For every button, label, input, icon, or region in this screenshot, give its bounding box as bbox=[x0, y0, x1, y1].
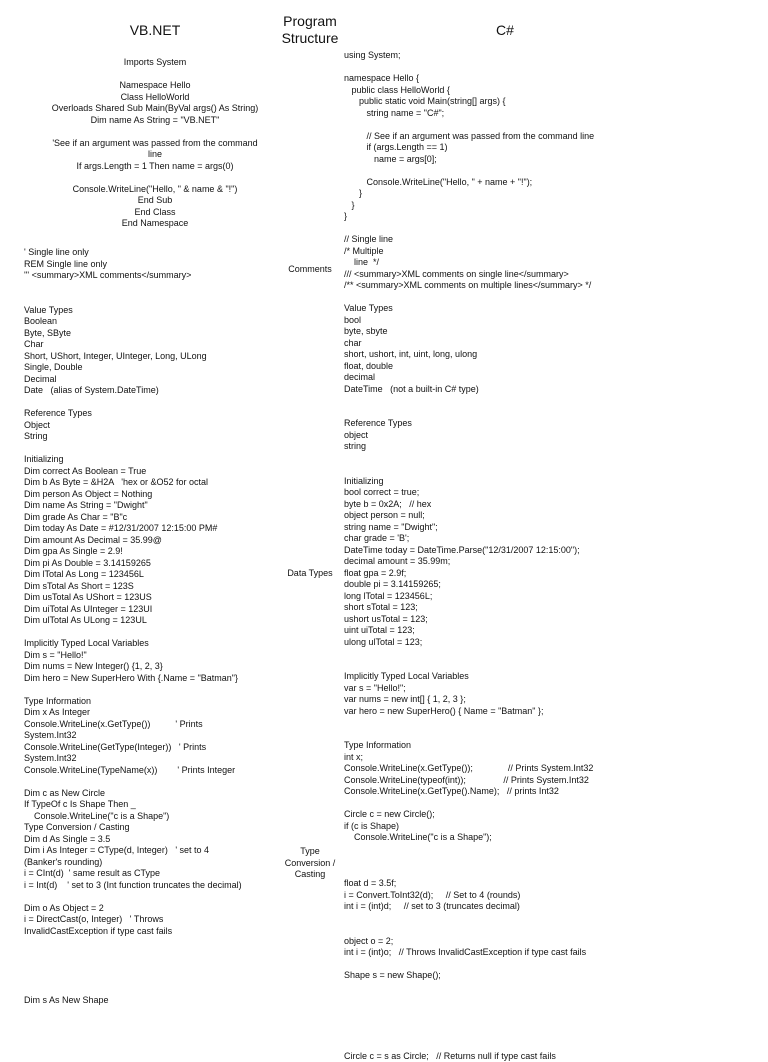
code-line: object bbox=[344, 430, 764, 442]
code-line: namespace Hello { bbox=[344, 73, 764, 85]
section-label-data-types: Data Types bbox=[265, 568, 355, 580]
code-line: String bbox=[24, 431, 279, 443]
code-line: ''' <summary>XML comments</summary> bbox=[24, 270, 279, 282]
code-line: Dim ulTotal As ULong = 123UL bbox=[24, 615, 279, 627]
code-line: var s = "Hello!"; bbox=[344, 683, 764, 695]
code-line: Console.WriteLine(typeof(int)); // Prints System.Int32 bbox=[344, 775, 764, 787]
code-line: Dim nums = New Integer() {1, 2, 3} bbox=[24, 661, 279, 673]
code-line: if (args.Length == 1) bbox=[344, 142, 764, 154]
code-line bbox=[344, 407, 764, 419]
code-line bbox=[24, 293, 279, 305]
code-line bbox=[24, 397, 279, 409]
code-line bbox=[30, 172, 280, 184]
code-line: 'See if an argument was passed from the command bbox=[30, 138, 280, 150]
code-line: Imports System bbox=[30, 57, 280, 69]
code-line: public static void Main(string[] args) { bbox=[344, 96, 764, 108]
code-line: i = DirectCast(o, Integer) ' Throws bbox=[24, 914, 279, 926]
code-line bbox=[30, 69, 280, 81]
code-line: byte, sbyte bbox=[344, 326, 764, 338]
code-line: Console.WriteLine(x.GetType()); // Prints System.Int32 bbox=[344, 763, 764, 775]
code-line bbox=[344, 464, 764, 476]
code-line: Byte, SByte bbox=[24, 328, 279, 340]
code-line: Console.WriteLine(GetType(Integer)) ' Prints bbox=[24, 742, 279, 754]
code-line: line */ bbox=[344, 257, 764, 269]
code-line bbox=[344, 798, 764, 810]
code-line bbox=[344, 1039, 764, 1051]
vb-net-header: VB.NET bbox=[100, 22, 210, 39]
code-line: End Sub bbox=[30, 195, 280, 207]
code-line bbox=[344, 395, 764, 407]
code-line: Dim name As String = "VB.NET" bbox=[30, 115, 280, 127]
vb-code-block bbox=[24, 247, 279, 1006]
code-line: Dim s As New Shape bbox=[24, 995, 279, 1007]
code-line: Dim o As Object = 2 bbox=[24, 903, 279, 915]
section-label-type-conversion: Type Conversion / Casting bbox=[265, 846, 355, 881]
code-line bbox=[24, 627, 279, 639]
code-line bbox=[344, 717, 764, 729]
code-line bbox=[344, 648, 764, 660]
code-line: /** <summary>XML comments on multiple lines</summary> */ bbox=[344, 280, 764, 292]
code-line: Char bbox=[24, 339, 279, 351]
code-line: End Class bbox=[30, 207, 280, 219]
code-line: short, ushort, int, uint, long, ulong bbox=[344, 349, 764, 361]
code-line bbox=[344, 223, 764, 235]
code-line: Dim s = "Hello!" bbox=[24, 650, 279, 662]
code-line: // Single line bbox=[344, 234, 764, 246]
code-line: Namespace Hello bbox=[30, 80, 280, 92]
code-line: decimal bbox=[344, 372, 764, 384]
code-line bbox=[344, 855, 764, 867]
code-line: Decimal bbox=[24, 374, 279, 386]
code-line: char grade = 'B'; bbox=[344, 533, 764, 545]
code-line: float, double bbox=[344, 361, 764, 373]
code-line: Dim person As Object = Nothing bbox=[24, 489, 279, 501]
csharp-header: C# bbox=[470, 22, 540, 39]
code-line: Shape s = new Shape(); bbox=[344, 970, 764, 982]
code-line bbox=[344, 453, 764, 465]
code-line bbox=[344, 1028, 764, 1040]
code-line: i = Int(d) ' set to 3 (Int function truncates the decimal) bbox=[24, 880, 279, 892]
code-line: line bbox=[30, 149, 280, 161]
code-line: Date (alias of System.DateTime) bbox=[24, 385, 279, 397]
code-line: Dim sTotal As Short = 123S bbox=[24, 581, 279, 593]
code-line: Circle c = new Circle(); bbox=[344, 809, 764, 821]
code-line: uint uiTotal = 123; bbox=[344, 625, 764, 637]
code-line: char bbox=[344, 338, 764, 350]
code-line: Dim name As String = "Dwight" bbox=[24, 500, 279, 512]
code-line: Console.WriteLine("Hello, " + name + "!"); bbox=[344, 177, 764, 189]
code-line: Type Information bbox=[24, 696, 279, 708]
code-line: Overloads Shared Sub Main(ByVal args() As String) bbox=[30, 103, 280, 115]
code-line: string name = "C#"; bbox=[344, 108, 764, 120]
code-line: i = Convert.ToInt32(d); // Set to 4 (rounds) bbox=[344, 890, 764, 902]
code-line: DateTime today = DateTime.Parse("12/31/2007 12:15:00"); bbox=[344, 545, 764, 557]
csharp-code-block bbox=[344, 50, 764, 1062]
code-line: string bbox=[344, 441, 764, 453]
program-structure-header: Program Structure bbox=[262, 13, 358, 47]
code-line bbox=[344, 993, 764, 1005]
code-line: object person = null; bbox=[344, 510, 764, 522]
code-line: bool bbox=[344, 315, 764, 327]
code-line: Dim usTotal As UShort = 123US bbox=[24, 592, 279, 604]
code-line: short sTotal = 123; bbox=[344, 602, 764, 614]
code-line: Object bbox=[24, 420, 279, 432]
code-line: Dim pi As Double = 3.14159265 bbox=[24, 558, 279, 570]
code-line bbox=[24, 443, 279, 455]
code-line: Dim d As Single = 3.5 bbox=[24, 834, 279, 846]
code-line bbox=[344, 982, 764, 994]
code-line: Console.WriteLine("Hello, " & name & "!") bbox=[30, 184, 280, 196]
code-line bbox=[344, 62, 764, 74]
code-line: Reference Types bbox=[24, 408, 279, 420]
code-line bbox=[344, 867, 764, 879]
code-line: int x; bbox=[344, 752, 764, 764]
code-line: Dim c as New Circle bbox=[24, 788, 279, 800]
code-line: Dim b As Byte = &H2A 'hex or &O52 for octal bbox=[24, 477, 279, 489]
code-line: var nums = new int[] { 1, 2, 3 }; bbox=[344, 694, 764, 706]
code-line bbox=[344, 165, 764, 177]
code-line: Type Conversion / Casting bbox=[24, 822, 279, 834]
code-line bbox=[24, 960, 279, 972]
code-line: using System; bbox=[344, 50, 764, 62]
code-line: Circle c = s as Circle; // Returns null if type cast fails bbox=[344, 1051, 764, 1062]
code-line: End Namespace bbox=[30, 218, 280, 230]
code-line: Dim hero = New SuperHero With {.Name = "Batman"} bbox=[24, 673, 279, 685]
code-line: float d = 3.5f; bbox=[344, 878, 764, 890]
code-line: } bbox=[344, 211, 764, 223]
code-line: ' Single line only bbox=[24, 247, 279, 259]
code-line: Dim amount As Decimal = 35.99@ bbox=[24, 535, 279, 547]
code-line: Dim grade As Char = "B"c bbox=[24, 512, 279, 524]
code-line bbox=[344, 1005, 764, 1017]
code-line bbox=[24, 983, 279, 995]
code-line: /// <summary>XML comments on single line</summary> bbox=[344, 269, 764, 281]
code-line: If args.Length = 1 Then name = args(0) bbox=[30, 161, 280, 173]
code-line: double pi = 3.14159265; bbox=[344, 579, 764, 591]
code-line: string name = "Dwight"; bbox=[344, 522, 764, 534]
code-line bbox=[24, 972, 279, 984]
code-line bbox=[344, 119, 764, 131]
code-line: System.Int32 bbox=[24, 730, 279, 742]
code-line bbox=[30, 126, 280, 138]
code-line: if (c is Shape) bbox=[344, 821, 764, 833]
code-line: Dim uiTotal As UInteger = 123UI bbox=[24, 604, 279, 616]
code-line: InvalidCastException if type cast fails bbox=[24, 926, 279, 938]
code-line: Single, Double bbox=[24, 362, 279, 374]
code-line: Dim x As Integer bbox=[24, 707, 279, 719]
code-line bbox=[24, 282, 279, 294]
code-line: Console.WriteLine(x.GetType()) ' Prints bbox=[24, 719, 279, 731]
code-line bbox=[24, 891, 279, 903]
code-line: public class HelloWorld { bbox=[344, 85, 764, 97]
code-line bbox=[24, 949, 279, 961]
code-line bbox=[344, 1016, 764, 1028]
code-line: Implicitly Typed Local Variables bbox=[24, 638, 279, 650]
code-line bbox=[344, 959, 764, 971]
code-line: object o = 2; bbox=[344, 936, 764, 948]
code-line: Console.WriteLine(x.GetType().Name); // prints Int32 bbox=[344, 786, 764, 798]
code-line: decimal amount = 35.99m; bbox=[344, 556, 764, 568]
code-line: ushort usTotal = 123; bbox=[344, 614, 764, 626]
code-line: Console.WriteLine(TypeName(x)) ' Prints Integer bbox=[24, 765, 279, 777]
code-line: (Banker's rounding) bbox=[24, 857, 279, 869]
code-line: Initializing bbox=[344, 476, 764, 488]
code-line: i = CInt(d) ' same result as CType bbox=[24, 868, 279, 880]
code-line: Console.WriteLine("c is a Shape") bbox=[24, 811, 279, 823]
code-line bbox=[344, 913, 764, 925]
code-line: If TypeOf c Is Shape Then _ bbox=[24, 799, 279, 811]
code-line: ulong ulTotal = 123; bbox=[344, 637, 764, 649]
code-line: DateTime (not a built-in C# type) bbox=[344, 384, 764, 396]
code-line bbox=[344, 292, 764, 304]
code-line bbox=[344, 844, 764, 856]
code-line: var hero = new SuperHero() { Name = "Batman" }; bbox=[344, 706, 764, 718]
code-line: Initializing bbox=[24, 454, 279, 466]
code-line: Implicitly Typed Local Variables bbox=[344, 671, 764, 683]
code-line: Class HelloWorld bbox=[30, 92, 280, 104]
code-line: /* Multiple bbox=[344, 246, 764, 258]
code-line: Boolean bbox=[24, 316, 279, 328]
code-line bbox=[344, 729, 764, 741]
code-line: long lTotal = 123456L; bbox=[344, 591, 764, 603]
code-line: Reference Types bbox=[344, 418, 764, 430]
code-line: Value Types bbox=[344, 303, 764, 315]
code-line bbox=[344, 660, 764, 672]
code-line bbox=[344, 924, 764, 936]
code-line: byte b = 0x2A; // hex bbox=[344, 499, 764, 511]
code-line: Dim i As Integer = CType(d, Integer) ' set to 4 bbox=[24, 845, 279, 857]
code-line: Dim lTotal As Long = 123456L bbox=[24, 569, 279, 581]
code-line: float gpa = 2.9f; bbox=[344, 568, 764, 580]
vb-program-structure-block bbox=[30, 57, 280, 230]
code-line bbox=[24, 684, 279, 696]
code-line bbox=[24, 937, 279, 949]
code-line: Console.WriteLine("c is a Shape"); bbox=[344, 832, 764, 844]
code-line: Value Types bbox=[24, 305, 279, 317]
code-line: Type Information bbox=[344, 740, 764, 752]
code-line: REM Single line only bbox=[24, 259, 279, 271]
code-line: Dim today As Date = #12/31/2007 12:15:00 PM# bbox=[24, 523, 279, 535]
code-line: Dim gpa As Single = 2.9! bbox=[24, 546, 279, 558]
section-label-comments: Comments bbox=[265, 264, 355, 276]
code-line: } bbox=[344, 200, 764, 212]
code-line: int i = (int)o; // Throws InvalidCastException if type cast fails bbox=[344, 947, 764, 959]
code-line: } bbox=[344, 188, 764, 200]
code-line: Short, UShort, Integer, UInteger, Long, ULong bbox=[24, 351, 279, 363]
code-line: Dim correct As Boolean = True bbox=[24, 466, 279, 478]
code-line: System.Int32 bbox=[24, 753, 279, 765]
code-line bbox=[24, 776, 279, 788]
code-line: int i = (int)d; // set to 3 (truncates decimal) bbox=[344, 901, 764, 913]
code-line: name = args[0]; bbox=[344, 154, 764, 166]
code-line: // See if an argument was passed from the command line bbox=[344, 131, 764, 143]
code-line: bool correct = true; bbox=[344, 487, 764, 499]
